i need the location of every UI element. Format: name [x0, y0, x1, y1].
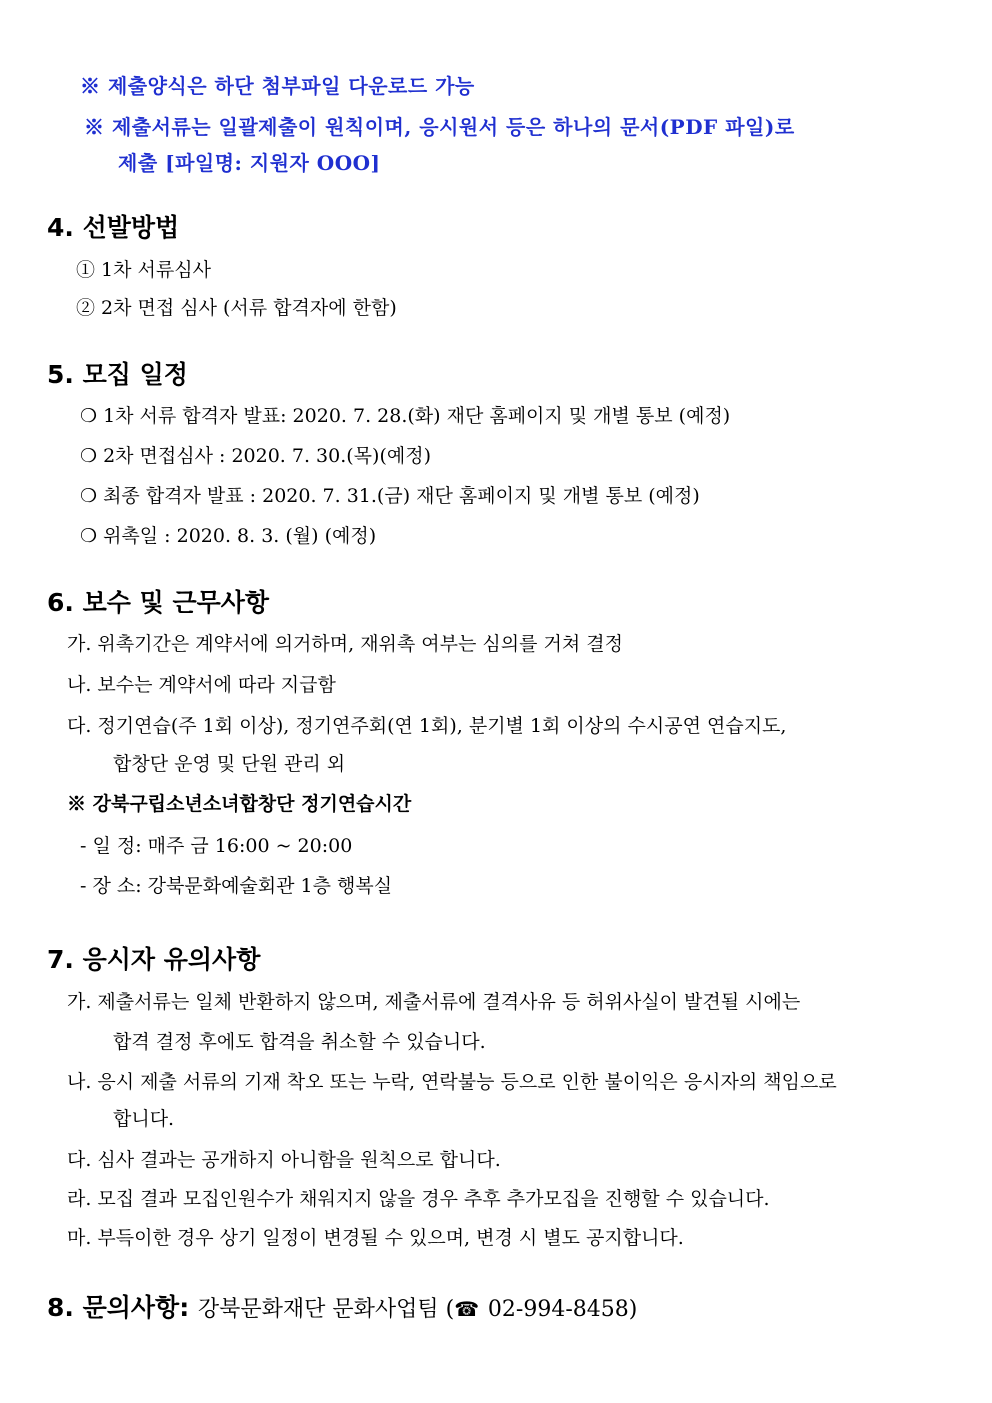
section-4-title: 4. 선발방법 [47, 213, 180, 242]
s7-item-ma: 마. 부득이한 경우 상기 일정이 변경될 수 있으며, 변경 시 별도 공지합니다. [67, 1227, 684, 1249]
s6-practice-title: ※ 강북구립소년소녀합창단 정기연습시간 [67, 793, 412, 815]
contact-org: 강북문화재단 문화사업팀 ( [197, 1297, 455, 1322]
section-5-title: 5. 모집 일정 [47, 360, 188, 389]
s7-item-na: 나. 응시 제출 서류의 기재 착오 또는 누락, 연락불능 등으로 인한 불이익은 응시자의 책임으로 [67, 1071, 837, 1093]
phone-icon: ☎ [454, 1297, 480, 1321]
s6-practice-schedule: - 일 정: 매주 금 16:00 ~ 20:00 [80, 835, 353, 857]
section-8-contact [47, 1288, 637, 1324]
s5-item-3: ❍ 최종 합격자 발표 : 2020. 7. 31.(금) 재단 홈페이지 및 개별 통보 (예정) [80, 485, 700, 507]
s6-item-ga: 가. 위촉기간은 계약서에 의거하며, 재위촉 여부는 심의를 거쳐 결정 [67, 633, 623, 655]
section-8-title: 8. 문의사항: [47, 1293, 190, 1322]
note-download-form: ※ 제출양식은 하단 첨부파일 다운로드 가능 [80, 74, 475, 98]
s4-item-2: ② 2차 면접 심사 (서류 합격자에 한함) [76, 297, 397, 319]
note-submission-rule: ※ 제출서류는 일괄제출이 원칙이며, 응시원서 등은 하나의 문서(PDF 파일)로 [84, 115, 795, 139]
s6-item-da-cont: 합창단 운영 및 단원 관리 외 [113, 753, 346, 775]
section-6-title: 6. 보수 및 근무사항 [47, 588, 270, 617]
s7-item-ga: 가. 제출서류는 일체 반환하지 않으며, 제출서류에 결격사유 등 허위사실이 발견될 시에는 [67, 991, 801, 1013]
s7-item-ga-cont: 합격 결정 후에도 합격을 취소할 수 있습니다. [113, 1031, 486, 1053]
s7-item-ra: 라. 모집 결과 모집인원수가 채워지지 않을 경우 추후 추가모집을 진행할 수 있습니다. [67, 1188, 770, 1210]
section-7-title: 7. 응시자 유의사항 [47, 945, 261, 974]
s7-item-da: 다. 심사 결과는 공개하지 아니함을 원칙으로 합니다. [67, 1149, 501, 1171]
s6-item-na: 나. 보수는 계약서에 따라 지급함 [67, 674, 336, 696]
s7-item-na-cont: 합니다. [113, 1108, 175, 1130]
s5-item-4: ❍ 위촉일 : 2020. 8. 3. (월) (예정) [80, 525, 377, 547]
s5-item-1: ❍ 1차 서류 합격자 발표: 2020. 7. 28.(화) 재단 홈페이지 및 개별 통보 (예정) [80, 405, 731, 427]
s6-item-da: 다. 정기연습(주 1회 이상), 정기연주회(연 1회), 분기별 1회 이상의 수시공연 연습지도, [67, 715, 787, 737]
s6-practice-place: - 장 소: 강북문화예술회관 1층 행복실 [80, 875, 393, 897]
s4-item-1: ① 1차 서류심사 [76, 259, 211, 281]
contact-phone: 02-994-8458) [487, 1297, 638, 1322]
note-submission-filename: 제출 [파일명: 지원자 OOO] [118, 151, 381, 175]
s5-item-2: ❍ 2차 면접심사 : 2020. 7. 30.(목)(예정) [80, 445, 431, 467]
